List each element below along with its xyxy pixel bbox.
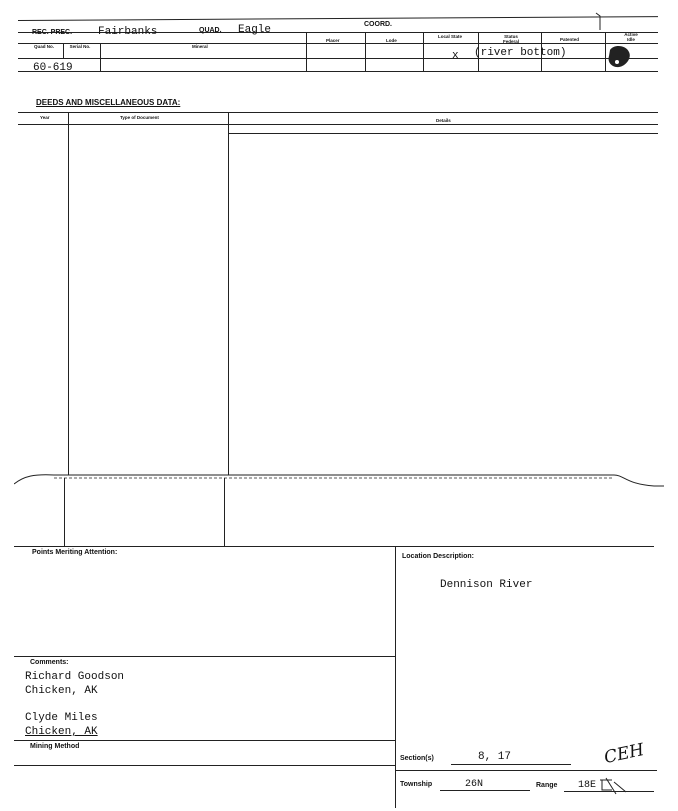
lower-center-divider — [395, 546, 396, 808]
col-local-state: Local State — [437, 34, 462, 39]
deeds-col-type: Type of Document — [120, 115, 159, 120]
points-label: Points Meriting Attention: — [32, 549, 118, 556]
lower-sep-details — [224, 478, 225, 546]
quad-no-value: 60-619 — [33, 62, 73, 74]
quad-value: Eagle — [238, 24, 272, 36]
river-bottom-note: (river bottom) — [474, 47, 567, 59]
range-label: Range — [536, 782, 558, 789]
lower-rule-top — [14, 546, 654, 547]
township-value: 26N — [465, 779, 484, 790]
rec-prec-label: REC. PREC. — [32, 29, 73, 36]
mining-rule-bottom — [14, 765, 395, 766]
col-placer: Placer — [326, 38, 340, 43]
deeds-sep-year — [68, 112, 69, 475]
section-label: Section(s) — [400, 755, 434, 762]
col-sep-placer — [306, 32, 307, 71]
col-status-federal: Status Federal — [502, 34, 519, 44]
mining-rule — [14, 740, 395, 741]
section-underline — [451, 764, 571, 765]
initials-signature: CEH — [602, 740, 646, 768]
comment-line-4: Chicken, AK — [25, 726, 98, 738]
col-serial-no: Serial No. — [69, 44, 91, 49]
lower-sep-year — [64, 478, 65, 546]
comment-line-2: Chicken, AK — [25, 685, 98, 697]
location-value: Dennison River — [440, 579, 533, 591]
col-sep-serial — [63, 43, 64, 58]
mining-method-label: Mining Method — [30, 743, 80, 750]
col-lode: Lode — [386, 38, 397, 43]
comments-rule — [14, 656, 395, 657]
header-rule-5 — [18, 71, 658, 72]
col-sep-mineral — [100, 43, 101, 71]
paper-seam — [14, 468, 664, 494]
rec-prec-value: Fairbanks — [98, 26, 158, 38]
col-sep-local — [423, 32, 424, 71]
pen-tick-icon — [594, 12, 604, 32]
deeds-rule-sub — [228, 133, 658, 134]
comment-line-3: Clyde Miles — [25, 712, 98, 724]
col-quad-no: Quad No. — [34, 44, 54, 49]
top-rule — [18, 16, 658, 21]
quad-label: QUAD. — [199, 27, 222, 34]
township-underline — [440, 790, 530, 791]
ink-blot-icon — [606, 44, 632, 70]
deeds-col-year: Year — [40, 115, 50, 120]
deeds-rule-header — [18, 124, 658, 125]
col-patented: Patented — [560, 37, 580, 42]
lower-rule-survey — [395, 770, 657, 771]
col-active-idle: Active Idle — [624, 32, 638, 42]
section-value: 8, 17 — [478, 751, 512, 763]
range-scribble-icon — [598, 776, 628, 796]
col-sep-lode — [365, 32, 366, 71]
header-rule-3 — [18, 43, 658, 44]
range-value: 18E — [578, 780, 597, 791]
local-mark: x — [452, 50, 459, 62]
deeds-sep-details — [228, 112, 229, 475]
comments-label: Comments: — [30, 659, 69, 666]
col-mineral: Mineral — [192, 44, 208, 49]
deeds-rule-top — [18, 112, 658, 113]
deeds-title: DEEDS AND MISCELLANEOUS DATA: — [36, 98, 181, 107]
coord-label: COORD. — [364, 21, 392, 28]
comment-line-1: Richard Goodson — [25, 671, 125, 683]
deeds-col-details: Details — [436, 118, 451, 123]
township-label: Township — [400, 781, 433, 788]
location-label: Location Description: — [402, 553, 474, 560]
